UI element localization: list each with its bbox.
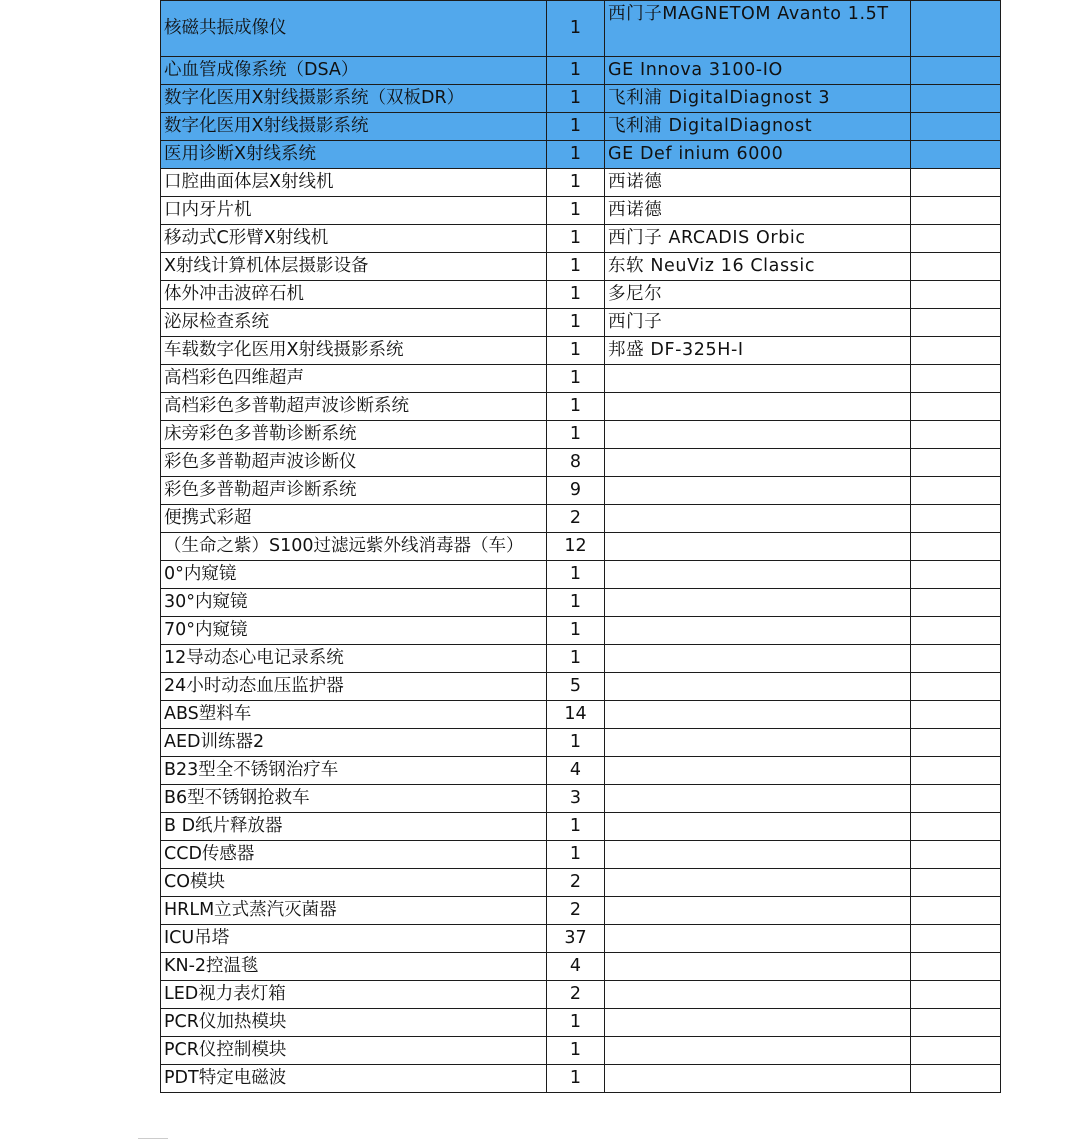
table-row <box>161 645 1001 673</box>
quantity-cell: 1 <box>547 281 605 309</box>
equipment-name-cell: 床旁彩色多普勒诊断系统 <box>161 421 547 449</box>
brand-model-cell <box>605 813 911 841</box>
equipment-name-cell: LED视力表灯箱 <box>161 981 547 1009</box>
quantity-cell: 2 <box>547 981 605 1009</box>
blank-cell <box>911 113 1001 141</box>
table-row <box>161 841 1001 869</box>
equipment-name-cell: 心血管成像系统（DSA） <box>161 57 547 85</box>
table-row <box>161 281 1001 309</box>
table-row <box>161 365 1001 393</box>
equipment-name-cell: 体外冲击波碎石机 <box>161 281 547 309</box>
brand-model-cell <box>605 533 911 561</box>
table-row <box>161 673 1001 701</box>
quantity-cell: 1 <box>547 85 605 113</box>
equipment-name-cell: 12导动态心电记录系统 <box>161 645 547 673</box>
quantity-cell: 1 <box>547 729 605 757</box>
equipment-name-cell: ABS塑料车 <box>161 701 547 729</box>
equipment-name-cell: KN-2控温毯 <box>161 953 547 981</box>
blank-cell <box>911 561 1001 589</box>
table-row <box>161 701 1001 729</box>
brand-model-cell <box>605 617 911 645</box>
equipment-name-cell: AED训练器2 <box>161 729 547 757</box>
brand-model-cell <box>605 1009 911 1037</box>
table-row <box>161 113 1001 141</box>
quantity-cell: 1 <box>547 841 605 869</box>
quantity-cell: 1 <box>547 561 605 589</box>
blank-cell <box>911 981 1001 1009</box>
table-row <box>161 309 1001 337</box>
brand-model-cell <box>605 421 911 449</box>
equipment-name-cell: X射线计算机体层摄影设备 <box>161 253 547 281</box>
equipment-name-cell: PDT特定电磁波 <box>161 1065 547 1093</box>
table-row <box>161 1037 1001 1065</box>
blank-cell <box>911 477 1001 505</box>
quantity-cell: 1 <box>547 57 605 85</box>
blank-cell <box>911 85 1001 113</box>
blank-cell <box>911 953 1001 981</box>
quantity-cell: 1 <box>547 1009 605 1037</box>
quantity-cell: 1 <box>547 197 605 225</box>
equipment-name-cell: 0°内窥镜 <box>161 561 547 589</box>
blank-cell <box>911 925 1001 953</box>
quantity-cell: 1 <box>547 1065 605 1093</box>
quantity-cell: 4 <box>547 757 605 785</box>
blank-cell <box>911 1 1001 57</box>
quantity-cell: 2 <box>547 897 605 925</box>
table-row <box>161 449 1001 477</box>
brand-model-cell <box>605 841 911 869</box>
brand-model-cell <box>605 505 911 533</box>
brand-model-cell <box>605 953 911 981</box>
brand-model-cell: 西门子 ARCADIS Orbic <box>605 225 911 253</box>
blank-cell <box>911 449 1001 477</box>
blank-cell <box>911 393 1001 421</box>
brand-model-cell: 飞利浦 DigitalDiagnost 3 <box>605 85 911 113</box>
blank-cell <box>911 57 1001 85</box>
brand-model-cell: 东软 NeuViz 16 Classic <box>605 253 911 281</box>
quantity-cell: 1 <box>547 1037 605 1065</box>
equipment-name-cell: 医用诊断X射线系统 <box>161 141 547 169</box>
table-row <box>161 57 1001 85</box>
quantity-cell: 12 <box>547 533 605 561</box>
table-row <box>161 757 1001 785</box>
table-row <box>161 785 1001 813</box>
table-row <box>161 253 1001 281</box>
table-row <box>161 337 1001 365</box>
brand-model-cell: 邦盛 DF-325H-I <box>605 337 911 365</box>
blank-cell <box>911 589 1001 617</box>
blank-cell <box>911 1065 1001 1093</box>
equipment-name-cell: 数字化医用X射线摄影系统（双板DR） <box>161 85 547 113</box>
quantity-cell: 2 <box>547 869 605 897</box>
table-row <box>161 533 1001 561</box>
quantity-cell: 1 <box>547 309 605 337</box>
blank-cell <box>911 785 1001 813</box>
table-row <box>161 393 1001 421</box>
quantity-cell: 1 <box>547 589 605 617</box>
quantity-cell: 1 <box>547 393 605 421</box>
blank-cell <box>911 225 1001 253</box>
quantity-cell: 9 <box>547 477 605 505</box>
blank-cell <box>911 869 1001 897</box>
equipment-table-body <box>161 1 1001 1093</box>
equipment-name-cell: 核磁共振成像仪 <box>161 1 547 57</box>
brand-model-cell: 西诺德 <box>605 197 911 225</box>
brand-model-cell <box>605 785 911 813</box>
equipment-name-cell: B23型全不锈钢治疗车 <box>161 757 547 785</box>
table-row <box>161 477 1001 505</box>
blank-cell <box>911 897 1001 925</box>
table-row <box>161 981 1001 1009</box>
blank-cell <box>911 365 1001 393</box>
equipment-name-cell: ICU吊塔 <box>161 925 547 953</box>
equipment-name-cell: 口内牙片机 <box>161 197 547 225</box>
quantity-cell: 4 <box>547 953 605 981</box>
brand-model-cell <box>605 1065 911 1093</box>
equipment-name-cell: 便携式彩超 <box>161 505 547 533</box>
blank-cell <box>911 757 1001 785</box>
equipment-name-cell: B D纸片释放器 <box>161 813 547 841</box>
blank-cell <box>911 673 1001 701</box>
quantity-cell: 14 <box>547 701 605 729</box>
blank-cell <box>911 253 1001 281</box>
blank-cell <box>911 421 1001 449</box>
equipment-name-cell: 高档彩色四维超声 <box>161 365 547 393</box>
blank-cell <box>911 309 1001 337</box>
table-row <box>161 1065 1001 1093</box>
table-row <box>161 869 1001 897</box>
blank-cell <box>911 813 1001 841</box>
table-row <box>161 505 1001 533</box>
brand-model-cell <box>605 897 911 925</box>
brand-model-cell <box>605 1037 911 1065</box>
brand-model-cell <box>605 925 911 953</box>
table-row <box>161 1009 1001 1037</box>
brand-model-cell <box>605 561 911 589</box>
quantity-cell: 2 <box>547 505 605 533</box>
equipment-name-cell: 泌尿检查系统 <box>161 309 547 337</box>
table-row <box>161 617 1001 645</box>
table-row <box>161 85 1001 113</box>
blank-cell <box>911 729 1001 757</box>
brand-model-cell <box>605 589 911 617</box>
equipment-name-cell: 30°内窥镜 <box>161 589 547 617</box>
blank-cell <box>911 197 1001 225</box>
quantity-cell: 37 <box>547 925 605 953</box>
table-row <box>161 421 1001 449</box>
table-row <box>161 953 1001 981</box>
quantity-cell: 1 <box>547 253 605 281</box>
quantity-cell: 8 <box>547 449 605 477</box>
quantity-cell: 1 <box>547 365 605 393</box>
equipment-table <box>160 0 1001 1093</box>
quantity-cell: 1 <box>547 617 605 645</box>
brand-model-cell <box>605 449 911 477</box>
brand-model-cell: 西门子 <box>605 309 911 337</box>
equipment-name-cell: （生命之紫）S100过滤远紫外线消毒器（车） <box>161 533 547 561</box>
blank-cell <box>911 841 1001 869</box>
equipment-name-cell: 彩色多普勒超声波诊断仪 <box>161 449 547 477</box>
equipment-name-cell: 口腔曲面体层X射线机 <box>161 169 547 197</box>
brand-model-cell: 西诺德 <box>605 169 911 197</box>
page-edge-line <box>138 1138 168 1139</box>
quantity-cell: 1 <box>547 141 605 169</box>
blank-cell <box>911 645 1001 673</box>
blank-cell <box>911 1037 1001 1065</box>
quantity-cell: 1 <box>547 813 605 841</box>
blank-cell <box>911 701 1001 729</box>
brand-model-cell <box>605 477 911 505</box>
blank-cell <box>911 617 1001 645</box>
brand-model-cell <box>605 757 911 785</box>
brand-model-cell <box>605 673 911 701</box>
table-row <box>161 197 1001 225</box>
equipment-name-cell: PCR仪控制模块 <box>161 1037 547 1065</box>
equipment-name-cell: CO模块 <box>161 869 547 897</box>
table-row <box>161 813 1001 841</box>
brand-model-cell <box>605 729 911 757</box>
equipment-name-cell: 高档彩色多普勒超声波诊断系统 <box>161 393 547 421</box>
brand-model-cell: GE Innova 3100-IO <box>605 57 911 85</box>
brand-model-cell: 西门子MAGNETOM Avanto 1.5T <box>605 1 911 57</box>
brand-model-cell <box>605 365 911 393</box>
equipment-name-cell: CCD传感器 <box>161 841 547 869</box>
quantity-cell: 1 <box>547 225 605 253</box>
brand-model-cell: 多尼尔 <box>605 281 911 309</box>
equipment-name-cell: HRLM立式蒸汽灭菌器 <box>161 897 547 925</box>
equipment-name-cell: 70°内窥镜 <box>161 617 547 645</box>
blank-cell <box>911 169 1001 197</box>
quantity-cell: 1 <box>547 113 605 141</box>
brand-model-cell <box>605 393 911 421</box>
brand-model-cell <box>605 869 911 897</box>
blank-cell <box>911 141 1001 169</box>
brand-model-cell <box>605 645 911 673</box>
table-row <box>161 561 1001 589</box>
table-row <box>161 729 1001 757</box>
table-row <box>161 925 1001 953</box>
equipment-name-cell: 移动式C形臂X射线机 <box>161 225 547 253</box>
equipment-name-cell: 彩色多普勒超声诊断系统 <box>161 477 547 505</box>
table-row <box>161 897 1001 925</box>
brand-model-cell <box>605 981 911 1009</box>
quantity-cell: 1 <box>547 169 605 197</box>
blank-cell <box>911 533 1001 561</box>
table-row <box>161 1 1001 57</box>
equipment-name-cell: PCR仪加热模块 <box>161 1009 547 1037</box>
blank-cell <box>911 505 1001 533</box>
quantity-cell: 5 <box>547 673 605 701</box>
table-row <box>161 169 1001 197</box>
blank-cell <box>911 337 1001 365</box>
blank-cell <box>911 281 1001 309</box>
quantity-cell: 1 <box>547 421 605 449</box>
blank-cell <box>911 1009 1001 1037</box>
table-row <box>161 225 1001 253</box>
equipment-name-cell: 24小时动态血压监护器 <box>161 673 547 701</box>
quantity-cell: 1 <box>547 337 605 365</box>
equipment-name-cell: 车载数字化医用X射线摄影系统 <box>161 337 547 365</box>
equipment-name-cell: 数字化医用X射线摄影系统 <box>161 113 547 141</box>
brand-model-cell: 飞利浦 DigitalDiagnost <box>605 113 911 141</box>
quantity-cell: 1 <box>547 645 605 673</box>
equipment-name-cell: B6型不锈钢抢救车 <box>161 785 547 813</box>
quantity-cell: 3 <box>547 785 605 813</box>
brand-model-cell <box>605 701 911 729</box>
quantity-cell: 1 <box>547 1 605 57</box>
brand-model-cell: GE Def inium 6000 <box>605 141 911 169</box>
table-row <box>161 589 1001 617</box>
table-row <box>161 141 1001 169</box>
